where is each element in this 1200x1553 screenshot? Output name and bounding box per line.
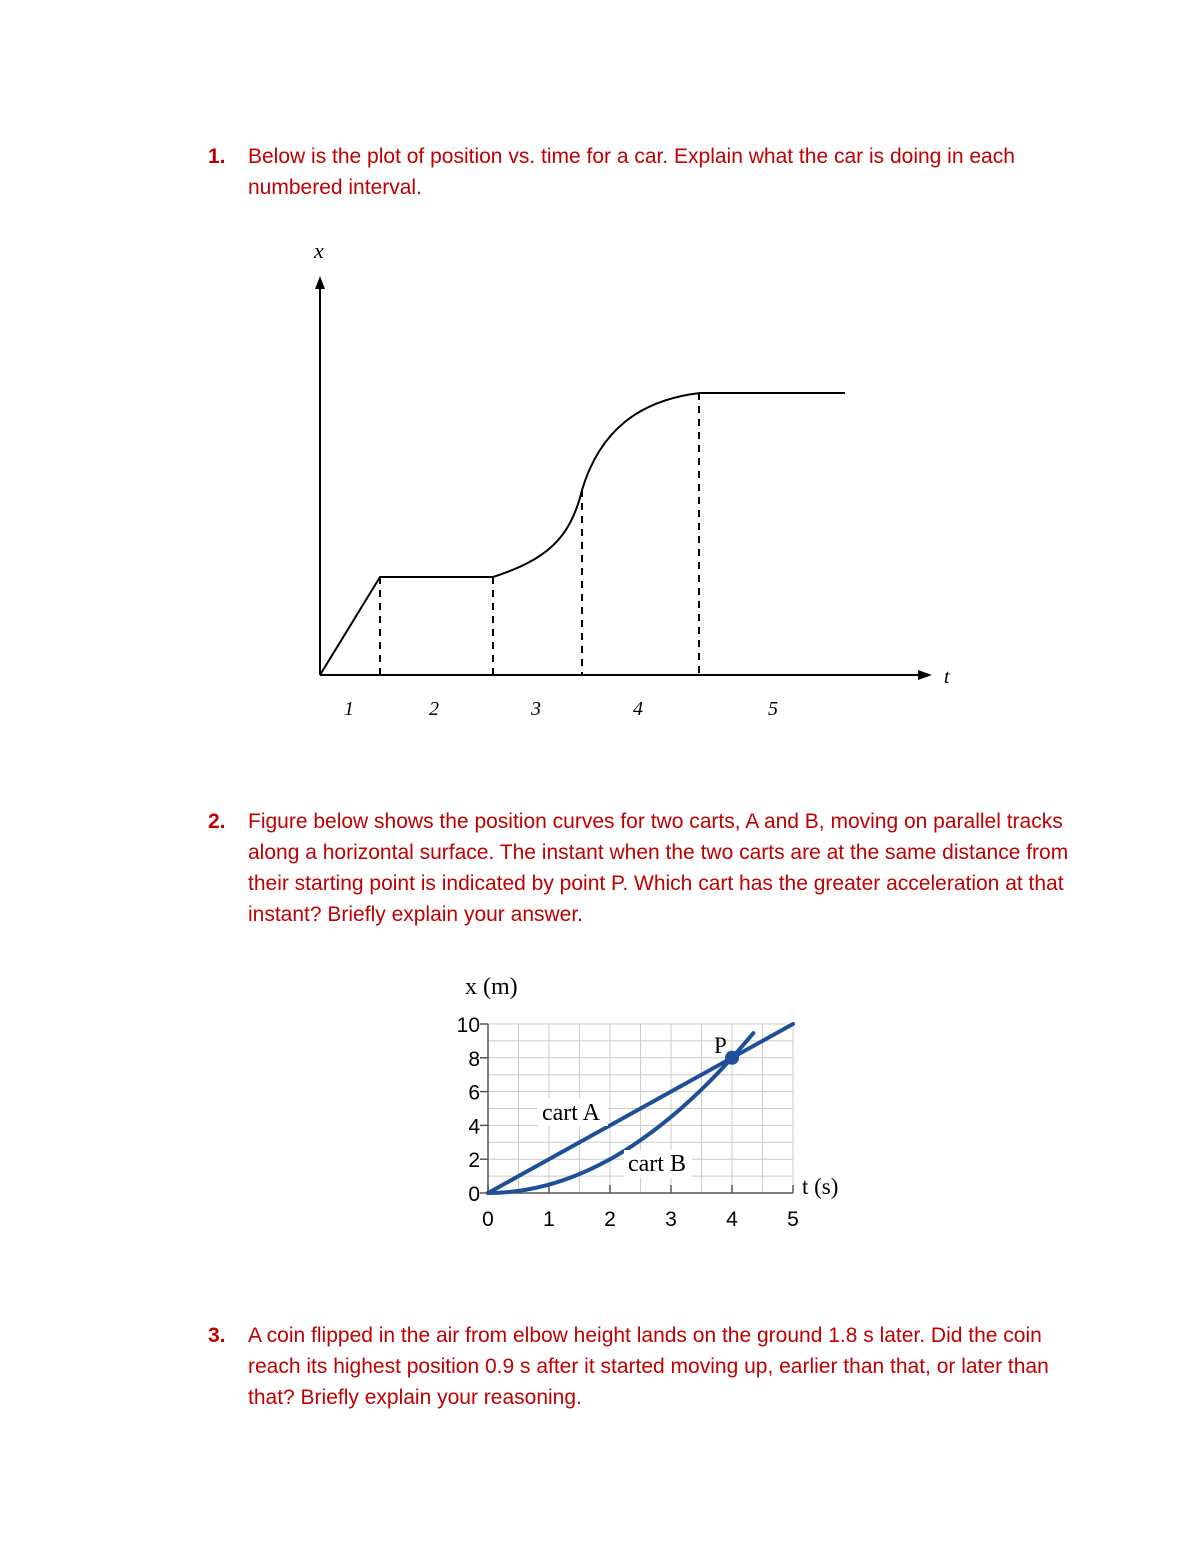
cart-b-label: cart B [628, 1151, 686, 1177]
point-p-marker [725, 1051, 739, 1065]
question-1-number: 1. [208, 145, 226, 168]
x-tick-label: 0 [482, 1208, 494, 1231]
point-p-label: P [714, 1033, 727, 1058]
x-tick-label: 4 [726, 1208, 738, 1231]
interval-dividers [380, 393, 699, 675]
x-tick-label: 2 [604, 1208, 616, 1231]
chart2-y-ticks [457, 1014, 481, 1206]
cart-a-label: cart A [542, 1100, 600, 1126]
x-tick-label: 1 [543, 1208, 555, 1231]
question-3-text: A coin flipped in the air from elbow height lands on the ground 1.8 s later. Did the coin reach its highest position 0.9 s after it started moving up, earlier than that, or later than that? Briefly explain your reasoning. [248, 1324, 1049, 1409]
question-2-text: Figure below shows the position curves for two carts, A and B, moving on parallel tracks along a horizontal surface. The instant when the two carts are at the same distance from their starting point is indicated by point P. Which cart has the greater acceleration at that instant? Briefly explain your answer. [248, 810, 1069, 926]
y-tick-label: 8 [468, 1047, 480, 1071]
x-axis-arrow-icon [918, 670, 932, 680]
interval-label-4: 4 [633, 698, 643, 720]
position-time-chart [313, 238, 950, 720]
question-1-text: Below is the plot of position vs. time for a car. Explain what the car is doing in each numbered interval. [248, 145, 1015, 199]
x-tick-label: 3 [665, 1208, 677, 1231]
y-axis-label: x [314, 238, 324, 263]
chart2-x-axis-label: t (s) [802, 1174, 839, 1199]
x-axis-label: t [944, 666, 950, 688]
question-2-number: 2. [208, 810, 226, 833]
interval-label-5: 5 [768, 698, 778, 720]
y-tick-label: 2 [468, 1149, 480, 1173]
interval-label-2: 2 [429, 698, 439, 720]
y-tick-label: 6 [468, 1081, 480, 1105]
interval-label-1: 1 [344, 698, 354, 720]
question-3-number: 3. [208, 1324, 226, 1347]
x-tick-label: 5 [787, 1208, 799, 1231]
y-axis-arrow-icon [315, 276, 325, 289]
interval-label-3: 3 [531, 698, 541, 720]
chart2-y-axis-label: x (m) [465, 974, 518, 1000]
carts-position-chart [457, 974, 839, 1231]
y-tick-label: 0 [468, 1183, 480, 1206]
y-tick-label: 4 [468, 1115, 480, 1139]
chart2-x-ticks [482, 1208, 799, 1231]
interval-labels [344, 698, 778, 720]
y-tick-label: 10 [456, 1014, 480, 1037]
